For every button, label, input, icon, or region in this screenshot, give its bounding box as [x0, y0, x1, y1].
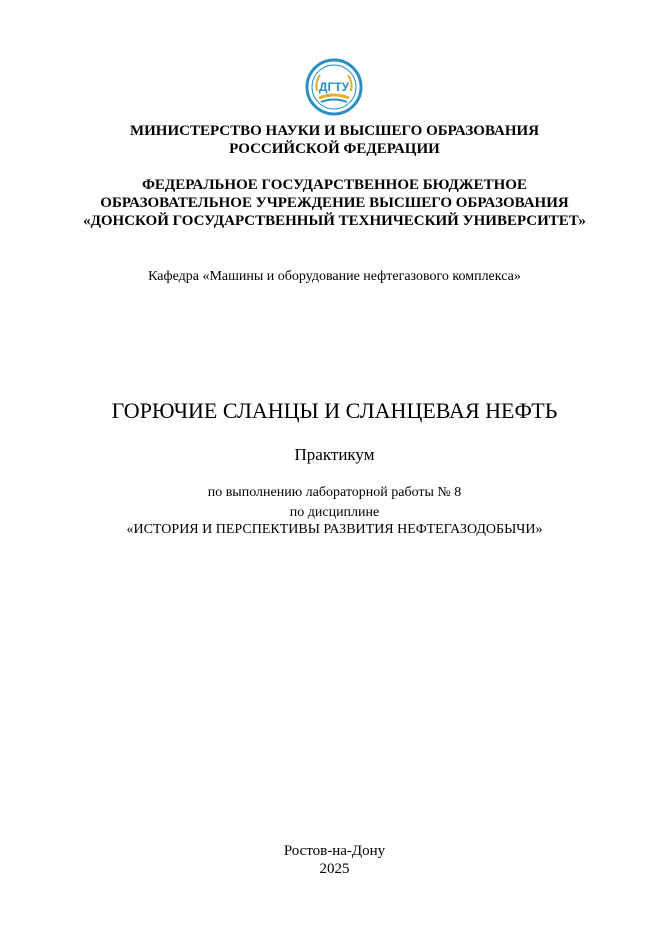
publication-year: 2025: [319, 861, 350, 877]
department-name: Кафедра «Машины и оборудование нефтегазового комплекса»: [148, 269, 521, 284]
publication-city: Ростов-на-Дону: [283, 843, 386, 859]
document-title: ГОРЮЧИЕ СЛАНЦЫ И СЛАНЦЕВАЯ НЕФТЬ: [111, 398, 558, 423]
ministry-line-1: МИНИСТЕРСТВО НАУКИ И ВЫСШЕГО ОБРАЗОВАНИЯ: [129, 123, 540, 139]
university-emblem-icon: [305, 58, 363, 116]
institution-line-1: ФЕДЕРАЛЬНОЕ ГОСУДАРСТВЕННОЕ БЮДЖЕТНОЕ: [142, 177, 527, 193]
institution-line-2: ОБРАЗОВАТЕЛЬНОЕ УЧРЕЖДЕНИЕ ВЫСШЕГО ОБРАЗОВАНИЯ: [100, 195, 569, 211]
purpose-line-2: по дисциплине: [289, 505, 380, 520]
logo-text: ДГТУ: [318, 80, 350, 94]
institution-line-3: «ДОНСКОЙ ГОСУДАРСТВЕННЫЙ ТЕХНИЧЕСКИЙ УНИВЕРСИТЕТ»: [83, 213, 586, 229]
purpose-line-1: по выполнению лабораторной работы № 8: [207, 485, 462, 500]
document-subtitle: Практикум: [294, 445, 375, 464]
discipline-name: «ИСТОРИЯ И ПЕРСПЕКТИВЫ РАЗВИТИЯ НЕФТЕГАЗОДОБЫЧИ»: [126, 522, 543, 537]
ministry-line-2: РОССИЙСКОЙ ФЕДЕРАЦИИ: [229, 141, 440, 157]
